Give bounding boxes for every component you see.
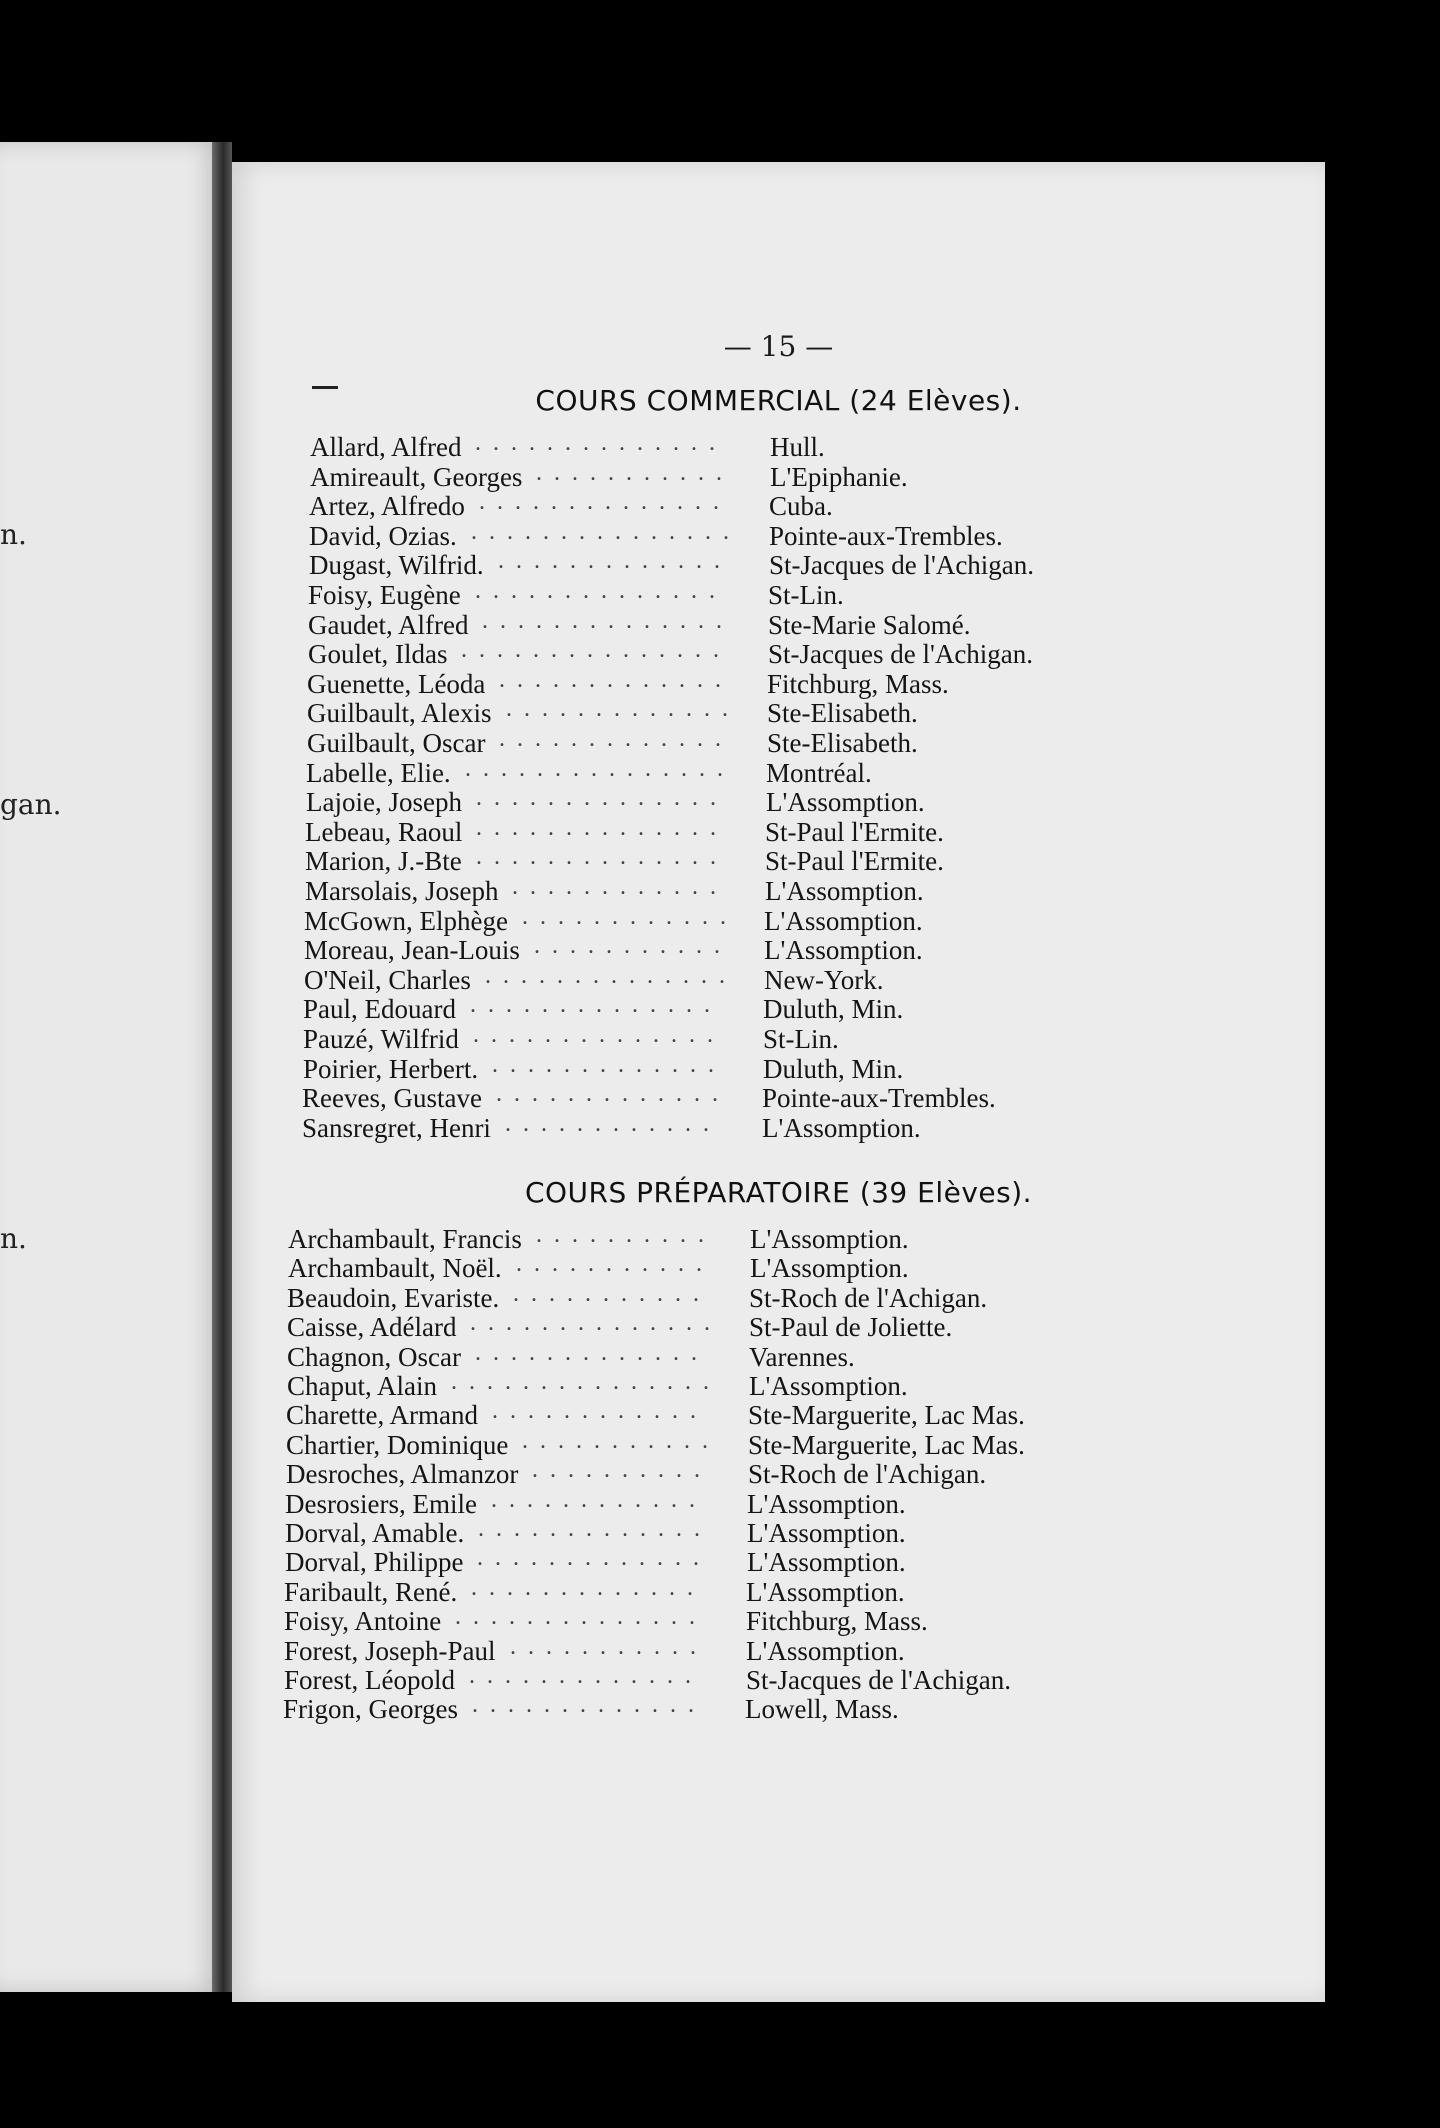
page-number: — 15 — bbox=[723, 330, 834, 363]
list-item bbox=[306, 787, 1126, 817]
student-name: David, Ozias. bbox=[309, 521, 457, 551]
student-hometown: New-York. bbox=[764, 965, 884, 995]
student-hometown: Cuba. bbox=[769, 491, 833, 521]
student-name: McGown, Elphège bbox=[304, 906, 508, 936]
student-hometown: L'Assomption. bbox=[765, 876, 924, 906]
list-item bbox=[306, 758, 1126, 788]
list-item bbox=[286, 1459, 1106, 1489]
leader-dots: ............... bbox=[465, 756, 735, 782]
leader-dots: .............. bbox=[473, 1022, 725, 1048]
list-item bbox=[305, 876, 1125, 906]
student-name: Poirier, Herbert. bbox=[303, 1054, 479, 1084]
leader-dots: .......... bbox=[536, 1222, 716, 1248]
list-item bbox=[286, 1400, 1106, 1430]
list-item bbox=[305, 817, 1125, 847]
list-item bbox=[309, 491, 1129, 521]
student-hometown: L'Assomption. bbox=[746, 1577, 905, 1607]
leader-dots: ............. bbox=[499, 667, 733, 693]
student-name: Goulet, Ildas bbox=[308, 639, 448, 669]
student-hometown: L'Assomption. bbox=[750, 1224, 909, 1254]
section-title-commercial bbox=[232, 384, 1325, 417]
leader-dots: ........... bbox=[510, 1634, 708, 1660]
student-name: Lajoie, Joseph bbox=[306, 787, 462, 817]
student-hometown: L'Assomption. bbox=[747, 1547, 906, 1577]
student-name: Faribault, René. bbox=[284, 1577, 458, 1607]
student-name: Pauzé, Wilfrid bbox=[303, 1024, 459, 1054]
student-hometown: St-Jacques de l'Achigan. bbox=[769, 550, 1035, 580]
leader-dots: ............... bbox=[461, 637, 731, 663]
list-item bbox=[285, 1547, 1105, 1577]
student-hometown: Duluth, Min. bbox=[763, 994, 904, 1024]
leader-dots: .............. bbox=[470, 1310, 722, 1336]
list-item bbox=[286, 1430, 1106, 1460]
student-hometown: St-Roch de l'Achigan. bbox=[749, 1283, 988, 1313]
list-item bbox=[285, 1518, 1105, 1548]
student-hometown: St-Jacques de l'Achigan. bbox=[746, 1665, 1012, 1695]
left-page-fragment: gan. bbox=[0, 788, 62, 821]
student-name: Charette, Armand bbox=[286, 1400, 478, 1430]
student-hometown: L'Assomption. bbox=[749, 1371, 908, 1401]
list-item bbox=[304, 935, 1124, 965]
student-hometown: L'Assomption. bbox=[747, 1489, 906, 1519]
section-count: (39 Elèves). bbox=[859, 1176, 1033, 1209]
student-name: Dorval, Amable. bbox=[285, 1518, 465, 1548]
student-hometown: L'Assomption. bbox=[762, 1113, 921, 1143]
list-item bbox=[287, 1312, 1107, 1342]
student-hometown: Montréal. bbox=[766, 758, 872, 788]
book-gutter bbox=[212, 142, 232, 1992]
student-hometown: St-Jacques de l'Achigan. bbox=[768, 639, 1034, 669]
leader-dots: .............. bbox=[485, 963, 737, 989]
leader-dots: ........... bbox=[513, 1281, 711, 1307]
section-title-text: COURS COMMERCIAL bbox=[535, 384, 840, 417]
leader-dots: ........... bbox=[516, 1251, 714, 1277]
list-item bbox=[284, 1636, 1104, 1666]
list-item bbox=[284, 1606, 1104, 1636]
student-hometown: St-Lin. bbox=[768, 580, 844, 610]
section-title-text: COURS PRÉPARATOIRE bbox=[524, 1176, 851, 1209]
student-name: Frigon, Georges bbox=[283, 1694, 458, 1724]
right-page bbox=[232, 162, 1325, 2002]
list-item bbox=[308, 610, 1128, 640]
list-item bbox=[288, 1253, 1108, 1283]
student-name: Foisy, Eugène bbox=[308, 580, 461, 610]
student-name: Forest, Léopold bbox=[284, 1665, 455, 1695]
student-name: Amireault, Georges bbox=[310, 462, 523, 492]
leader-dots: ............ bbox=[491, 1487, 707, 1513]
student-hometown: Fitchburg, Mass. bbox=[746, 1606, 928, 1636]
student-name: Marion, J.-Bte bbox=[305, 846, 462, 876]
leader-dots: ............ bbox=[522, 904, 738, 930]
list-item bbox=[305, 846, 1125, 876]
student-hometown: L'Assomption. bbox=[747, 1518, 906, 1548]
leader-dots: ............ bbox=[505, 1111, 721, 1137]
list-item bbox=[285, 1489, 1105, 1519]
leader-dots: .......... bbox=[532, 1457, 712, 1483]
list-item bbox=[287, 1283, 1107, 1313]
student-name: O'Neil, Charles bbox=[304, 965, 471, 995]
student-hometown: Pointe-aux-Trembles. bbox=[769, 521, 1003, 551]
leader-dots: ........... bbox=[522, 1428, 720, 1454]
student-name: Allard, Alfred bbox=[310, 432, 462, 462]
leader-dots: ............. bbox=[471, 1575, 705, 1601]
list-item bbox=[303, 994, 1123, 1024]
list-item bbox=[308, 580, 1128, 610]
student-name: Guilbault, Alexis bbox=[307, 698, 492, 728]
student-hometown: Ste-Marie Salomé. bbox=[768, 610, 971, 640]
leader-dots: ............... bbox=[471, 519, 741, 545]
student-name: Gaudet, Alfred bbox=[308, 610, 469, 640]
leader-dots: ............. bbox=[498, 548, 732, 574]
student-hometown: St-Paul l'Ermite. bbox=[765, 846, 944, 876]
section-title-preparatoire bbox=[232, 1176, 1325, 1209]
student-name: Paul, Edouard bbox=[303, 994, 456, 1024]
list-item bbox=[304, 906, 1124, 936]
student-name: Forest, Joseph-Paul bbox=[284, 1636, 496, 1666]
student-name: Archambault, Francis bbox=[288, 1224, 522, 1254]
leader-dots: ............ bbox=[492, 1398, 708, 1424]
student-hometown: L'Assomption. bbox=[764, 906, 923, 936]
leader-dots: ............... bbox=[451, 1369, 721, 1395]
left-page-fragment: n. bbox=[0, 1222, 27, 1255]
student-name: Desrosiers, Emile bbox=[285, 1489, 477, 1519]
student-hometown: Fitchburg, Mass. bbox=[767, 669, 949, 699]
student-hometown: Varennes. bbox=[749, 1342, 855, 1372]
leader-dots: ............. bbox=[477, 1545, 711, 1571]
student-name: Caisse, Adélard bbox=[287, 1312, 457, 1342]
leader-dots: ............. bbox=[469, 1663, 703, 1689]
leader-dots: .............. bbox=[455, 1604, 707, 1630]
leader-dots: ............. bbox=[496, 1081, 730, 1107]
list-item bbox=[302, 1083, 1122, 1113]
student-hometown: Lowell, Mass. bbox=[745, 1694, 899, 1724]
student-name: Beaudoin, Evariste. bbox=[287, 1283, 500, 1313]
leader-dots: ............. bbox=[478, 1516, 712, 1542]
left-page-edge bbox=[0, 142, 222, 1992]
list-item bbox=[283, 1694, 1103, 1724]
leader-dots: .............. bbox=[475, 430, 727, 456]
list-item bbox=[309, 521, 1129, 551]
student-hometown: St-Roch de l'Achigan. bbox=[748, 1459, 987, 1489]
list-item bbox=[310, 462, 1130, 492]
list-item bbox=[307, 728, 1127, 758]
student-name: Dugast, Wilfrid. bbox=[309, 550, 484, 580]
leader-dots: ........... bbox=[534, 933, 732, 959]
student-name: Reeves, Gustave bbox=[302, 1083, 482, 1113]
leader-dots: ........... bbox=[536, 460, 734, 486]
list-item bbox=[287, 1342, 1107, 1372]
leader-dots: .............. bbox=[482, 608, 734, 634]
leader-dots: ............. bbox=[499, 726, 733, 752]
student-hometown: L'Epiphanie. bbox=[770, 462, 908, 492]
student-hometown: St-Lin. bbox=[763, 1024, 839, 1054]
list-item bbox=[307, 698, 1127, 728]
student-name: Desroches, Almanzor bbox=[286, 1459, 519, 1489]
student-hometown: St-Paul de Joliette. bbox=[749, 1312, 953, 1342]
student-name: Marsolais, Joseph bbox=[305, 876, 499, 906]
leader-dots: ............. bbox=[472, 1692, 706, 1718]
list-item bbox=[303, 1054, 1123, 1084]
left-page-fragment: n. bbox=[0, 518, 27, 551]
student-name: Archambault, Noël. bbox=[288, 1253, 502, 1283]
list-item bbox=[310, 432, 1130, 462]
student-hometown: Pointe-aux-Trembles. bbox=[762, 1083, 996, 1113]
student-name: Chartier, Dominique bbox=[286, 1430, 509, 1460]
leader-dots: ............. bbox=[506, 696, 740, 722]
leader-dots: .............. bbox=[470, 992, 722, 1018]
student-hometown: L'Assomption. bbox=[750, 1253, 909, 1283]
student-name: Chaput, Alain bbox=[287, 1371, 437, 1401]
list-item bbox=[309, 550, 1129, 580]
list-item bbox=[307, 669, 1127, 699]
student-hometown: Hull. bbox=[770, 432, 825, 462]
leader-dots: .............. bbox=[476, 844, 728, 870]
student-hometown: Ste-Elisabeth. bbox=[767, 728, 918, 758]
student-name: Guilbault, Oscar bbox=[307, 728, 486, 758]
leader-dots: .............. bbox=[476, 785, 728, 811]
student-name: Moreau, Jean-Louis bbox=[304, 935, 520, 965]
leader-dots: ............ bbox=[512, 874, 728, 900]
leader-dots: .............. bbox=[475, 578, 727, 604]
student-name: Labelle, Elie. bbox=[306, 758, 451, 788]
student-name: Dorval, Philippe bbox=[285, 1547, 464, 1577]
student-name: Sansregret, Henri bbox=[302, 1113, 491, 1143]
leader-dots: .............. bbox=[479, 489, 731, 515]
leader-dots: ............. bbox=[492, 1052, 726, 1078]
list-item bbox=[284, 1577, 1104, 1607]
list-item bbox=[302, 1113, 1122, 1143]
leader-dots: .............. bbox=[476, 815, 728, 841]
student-hometown: L'Assomption. bbox=[766, 787, 925, 817]
student-name: Foisy, Antoine bbox=[284, 1606, 442, 1636]
student-name: Chagnon, Oscar bbox=[287, 1342, 461, 1372]
student-name: Lebeau, Raoul bbox=[305, 817, 463, 847]
student-hometown: Ste-Elisabeth. bbox=[767, 698, 918, 728]
student-hometown: Ste-Marguerite, Lac Mas. bbox=[748, 1430, 1025, 1460]
section-count: (24 Elèves). bbox=[849, 384, 1022, 417]
student-hometown: L'Assomption. bbox=[746, 1636, 905, 1666]
student-hometown: Ste-Marguerite, Lac Mas. bbox=[748, 1400, 1025, 1430]
student-hometown: Duluth, Min. bbox=[763, 1054, 904, 1084]
student-name: Guenette, Léoda bbox=[307, 669, 486, 699]
list-item bbox=[308, 639, 1128, 669]
list-item bbox=[284, 1665, 1104, 1695]
list-item bbox=[288, 1224, 1108, 1254]
student-name: Artez, Alfredo bbox=[309, 491, 465, 521]
student-hometown: L'Assomption. bbox=[764, 935, 923, 965]
list-item bbox=[304, 965, 1124, 995]
leader-dots: ............. bbox=[475, 1340, 709, 1366]
student-hometown: St-Paul l'Ermite. bbox=[765, 817, 944, 847]
list-item bbox=[287, 1371, 1107, 1401]
list-item bbox=[303, 1024, 1123, 1054]
